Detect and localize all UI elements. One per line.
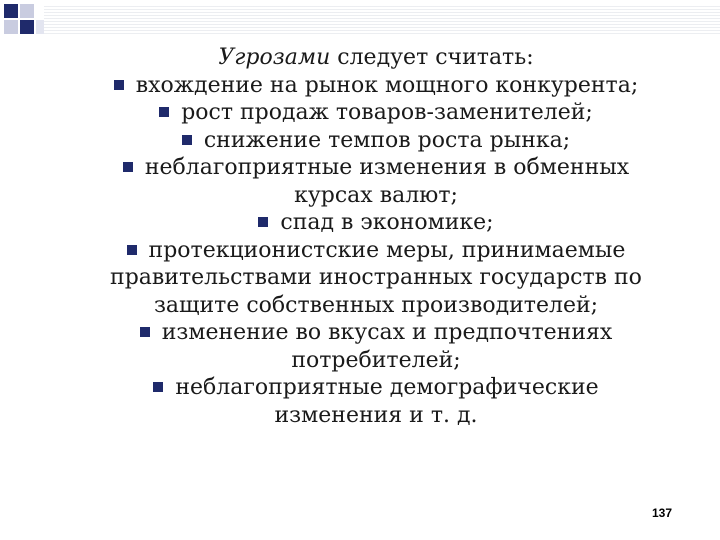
bullet-item (56, 154, 696, 209)
header-decoration (0, 0, 720, 40)
bullet-square-icon (140, 327, 150, 337)
bullet-text-cont: правительствами иностранных государств по (110, 265, 642, 290)
bullet-text: протекционистские меры, принимаемые (148, 237, 626, 263)
bullet-square-icon (182, 135, 192, 145)
bullet-text-cont: потребителей; (291, 347, 461, 373)
bullet-item (56, 127, 696, 155)
intro-line (56, 44, 696, 72)
bullet-item (56, 374, 696, 429)
intro-emphasis: Угрозами (218, 45, 331, 70)
slide-text (56, 44, 696, 429)
bullet-text-cont: защите собственных производителей; (153, 292, 599, 318)
page-number: 137 (652, 506, 673, 520)
bullet-item (56, 319, 696, 374)
bullet-text-cont: курсах валют; (294, 182, 458, 208)
deco-square-light (36, 20, 44, 34)
deco-square-light (20, 4, 34, 18)
deco-square-light (4, 20, 18, 34)
intro-rest: следует считать: (337, 45, 534, 70)
bullet-text-cont: изменения и т. д. (274, 402, 478, 428)
deco-square-dark (20, 20, 34, 34)
bullet-square-icon (153, 382, 163, 392)
bullet-text: вхождение на рынок мощного конкурента; (135, 72, 639, 98)
header-bar (44, 6, 720, 34)
bullet-text: неблагоприятные изменения в обменных (144, 155, 630, 180)
bullet-item (56, 209, 696, 237)
bullet-square-icon (159, 107, 169, 117)
bullet-text: спад в экономике; (280, 210, 494, 235)
bullet-square-icon (127, 245, 137, 255)
bullet-text: изменение во вкусах и предпочтениях (161, 320, 613, 345)
bullet-item (56, 99, 696, 127)
bullet-square-icon (258, 217, 268, 227)
bullet-text: рост продаж товаров-заменителей; (181, 100, 593, 125)
bullet-square-icon (114, 80, 124, 90)
bullet-text: снижение темпов роста рынка; (203, 127, 571, 153)
bullet-item (56, 72, 696, 100)
bullet-text: неблагоприятные демографические (175, 375, 599, 400)
bullet-square-icon (123, 162, 133, 172)
bullet-item (56, 237, 696, 320)
deco-square-dark (4, 4, 18, 18)
